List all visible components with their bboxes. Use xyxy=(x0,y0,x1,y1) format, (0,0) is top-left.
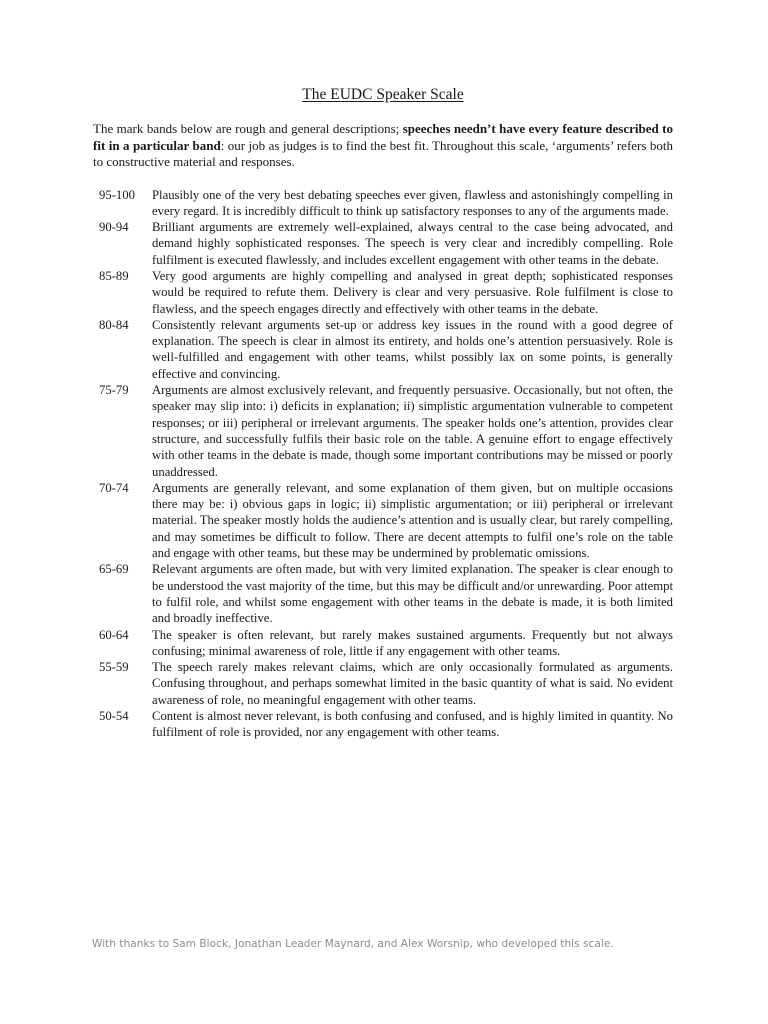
intro-bold-text: speeches needn’t have every feature described to fit in a particular band xyxy=(93,121,673,153)
band-range: 95-100 xyxy=(99,187,135,202)
band-description: Relevant arguments are often made, but with very limited explanation. The speaker is clear enough to be understood the vast majority of the time, but this may be difficult and/or unrewarding. Poor attempt to fulfil role, and whilst some engagement with other teams in the debate is made, it is both limited and broadly ineffective. xyxy=(152,562,673,626)
band-row xyxy=(93,219,673,268)
band-range: 65-69 xyxy=(99,562,129,577)
mark-bands-table xyxy=(93,187,673,741)
band-range: 90-94 xyxy=(99,220,129,235)
intro-text-end: : our job as judges is to find the best fit. Throughout this scale, ‘arguments’ refers both to constructive material and responses. xyxy=(93,137,673,169)
band-row xyxy=(93,187,673,220)
band-range: 80-84 xyxy=(99,317,129,332)
band-row xyxy=(93,561,673,626)
intro-paragraph xyxy=(93,121,673,171)
band-description: The speech rarely makes relevant claims, which are only occasionally formulated as arguments. Confusing throughout, and perhaps somewhat limited in the basic quantity of what is said. No evident awareness of role, no meaningful engagement with other teams. xyxy=(152,660,673,707)
band-row xyxy=(93,627,673,660)
page-title: The EUDC Speaker Scale xyxy=(302,86,464,103)
band-row xyxy=(93,268,673,317)
band-description: The speaker is often relevant, but rarely makes sustained arguments. Frequently but not always confusing; minimal awareness of role, little if any engagement with other teams. xyxy=(152,627,673,658)
band-description: Brilliant arguments are extremely well-explained, always central to the case being advocated, and demand highly sophisticated responses. The speech is very clear and incredibly compelling. Role fulfilment is executed flawlessly, and includes excellent engagement with other teams in the debate. xyxy=(152,220,673,267)
band-row xyxy=(93,480,673,561)
band-range: 60-64 xyxy=(99,627,129,642)
band-description: Very good arguments are highly compelling and analysed in great depth; sophisticated responses would be required to refute them. Delivery is clear and very persuasive. Role fulfilment is close to flawless, and the speech engages directly and effectively with other teams in the debate. xyxy=(152,268,673,316)
band-row xyxy=(93,708,673,741)
band-description: Plausibly one of the very best debating speeches ever given, flawless and astonishingly compelling in every regard. It is incredibly difficult to think up satisfactory responses to any of the arguments made. xyxy=(152,187,673,218)
band-range: 55-59 xyxy=(99,660,129,675)
band-description: Consistently relevant arguments set-up or address key issues in the round with a good degree of explanation. The speech is clear in almost its entirety, and holds one’s attention persuasively. Role is well-fulfilled and engagement with other teams, whilst possibly lax on some points, is generally effective and convincing. xyxy=(152,317,673,381)
document-page xyxy=(93,86,673,741)
intro-text-start: The mark bands below are rough and general descriptions; xyxy=(93,121,403,136)
band-range: 75-79 xyxy=(99,383,129,398)
band-description: Arguments are almost exclusively relevant, and frequently persuasive. Occasionally, but not often, the speaker may slip into: i) deficits in explanation; ii) simplistic argumentation vulnerable to competent responses; or iii) peripheral or irrelevant arguments. The speaker holds one’s attention, provides clear structure, and successfully fulfils their basic role on the table. A genuine effort to engage effectively with other teams in the debate is made, though some important contributions may be missed or poorly unaddressed. xyxy=(152,383,673,479)
band-row xyxy=(93,382,673,480)
band-row xyxy=(93,317,673,382)
band-range: 70-74 xyxy=(99,480,129,495)
band-description: Content is almost never relevant, is both confusing and confused, and is highly limited in quantity. No fulfilment of role is provided, nor any engagement with other teams. xyxy=(152,709,673,740)
footer-credits: With thanks to Sam Block, Jonathan Leader Maynard, and Alex Worsnip, who developed this scale. xyxy=(92,938,614,950)
band-range: 85-89 xyxy=(99,268,129,283)
band-row xyxy=(93,659,673,708)
band-description: Arguments are generally relevant, and some explanation of them given, but on multiple occasions there may be: i) obvious gaps in logic; ii) simplistic argumentation; or iii) peripheral or irrelevant material. The speaker mostly holds the audience’s attention and is usually clear, but rarely compelling, and may sometimes be difficult to follow. There are decent attempts to fulfil one’s role on the table and engage with other teams, but these may be undermined by problematic omissions. xyxy=(152,480,673,561)
band-range: 50-54 xyxy=(99,709,129,723)
